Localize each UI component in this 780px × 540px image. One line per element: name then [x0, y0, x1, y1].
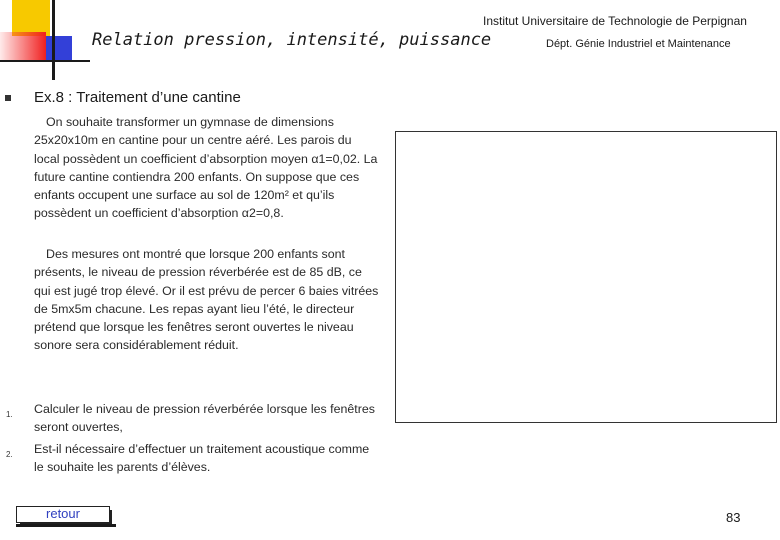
bullet-square-icon — [5, 95, 11, 101]
logo-blue-square — [46, 36, 72, 62]
logo-red-square — [0, 32, 46, 62]
page-number: 83 — [726, 510, 741, 525]
question-number-2: 2. — [6, 450, 13, 459]
footer-line — [16, 524, 116, 527]
exercise-title: Ex.8 : Traitement d’une cantine — [34, 89, 241, 106]
institution-name: Institut Universitaire de Technologie de Perpignan — [483, 14, 747, 28]
back-button[interactable]: retour — [16, 506, 110, 523]
question-2: Est-il nécessaire d’effectuer un traitement acoustique comme le souhaite les parents d’élèves. — [34, 442, 370, 475]
question-number-1: 1. — [6, 410, 13, 419]
page-title: Relation pression, intensité, puissance — [92, 30, 492, 50]
logo-vertical-line — [52, 0, 55, 80]
logo-horizontal-line — [0, 60, 90, 62]
exercise-paragraph-2 — [34, 245, 379, 355]
figure-placeholder-box — [395, 131, 777, 423]
paragraph-2-text: Des mesures ont montré que lorsque 200 enfants sont présents, le niveau de pression réverbérée est de 85 dB, ce qui est jugé trop élevé. Or il est prévu de percer 6 baies vitrées de 5mx5m chacune. Les repas ayant lieu l’été, le directeur prétend que lorsque les fenêtres seront ouvertes le niveau sonore sera considérablement réduit. — [34, 247, 379, 353]
question-1: Calculer le niveau de pression réverbérée lorsque les fenêtres seront ouvertes, — [34, 402, 375, 435]
department-name: Dépt. Génie Industriel et Maintenance — [546, 38, 731, 50]
paragraph-1-text: On souhaite transformer un gymnase de dimensions 25x20x10m en cantine pour un centre aéré. Les parois du local possèdent un coefficient d’absorption moyen α1=0,02. La future cantine contiendra 200 enfants. On suppose que ces enfants occupent une surface au sol de 120m² et qu’ils possèdent un coefficient d’absorption α2=0,8. — [34, 115, 378, 221]
logo — [0, 0, 90, 80]
exercise-paragraph-1 — [34, 113, 379, 223]
logo-yellow-square — [12, 0, 50, 36]
back-button-group — [16, 506, 116, 524]
